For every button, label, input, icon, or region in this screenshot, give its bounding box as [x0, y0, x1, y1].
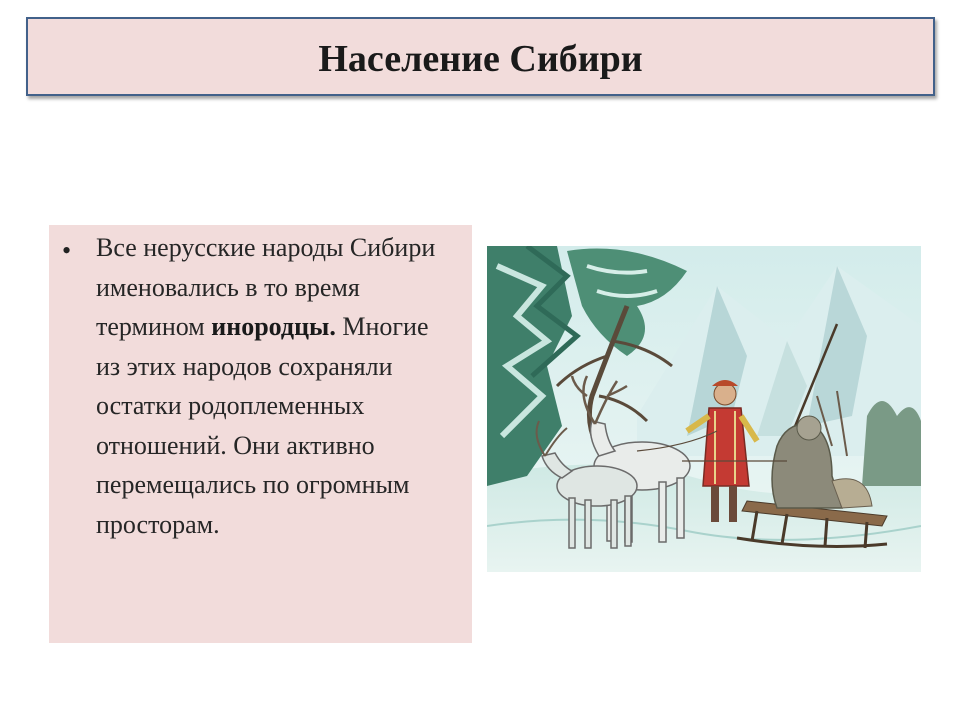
slide-title: Население Сибири [318, 37, 643, 80]
reindeer-sled-illustration [487, 246, 921, 572]
bullet-paragraph [96, 228, 456, 544]
illustration-canvas [487, 246, 921, 572]
bullet-text-part1: Все нерусские народы Сибири именовались в то время термином [96, 233, 436, 341]
bullet-text-part2: Многие из этих народов сохраняли остатки родоплеменных отношений. Они активно перемещались по огромным просторам. [96, 312, 429, 539]
title-bar [26, 17, 935, 96]
bullet-text-bold-term: инородцы. [211, 312, 336, 341]
bullet-marker: • [62, 236, 72, 265]
